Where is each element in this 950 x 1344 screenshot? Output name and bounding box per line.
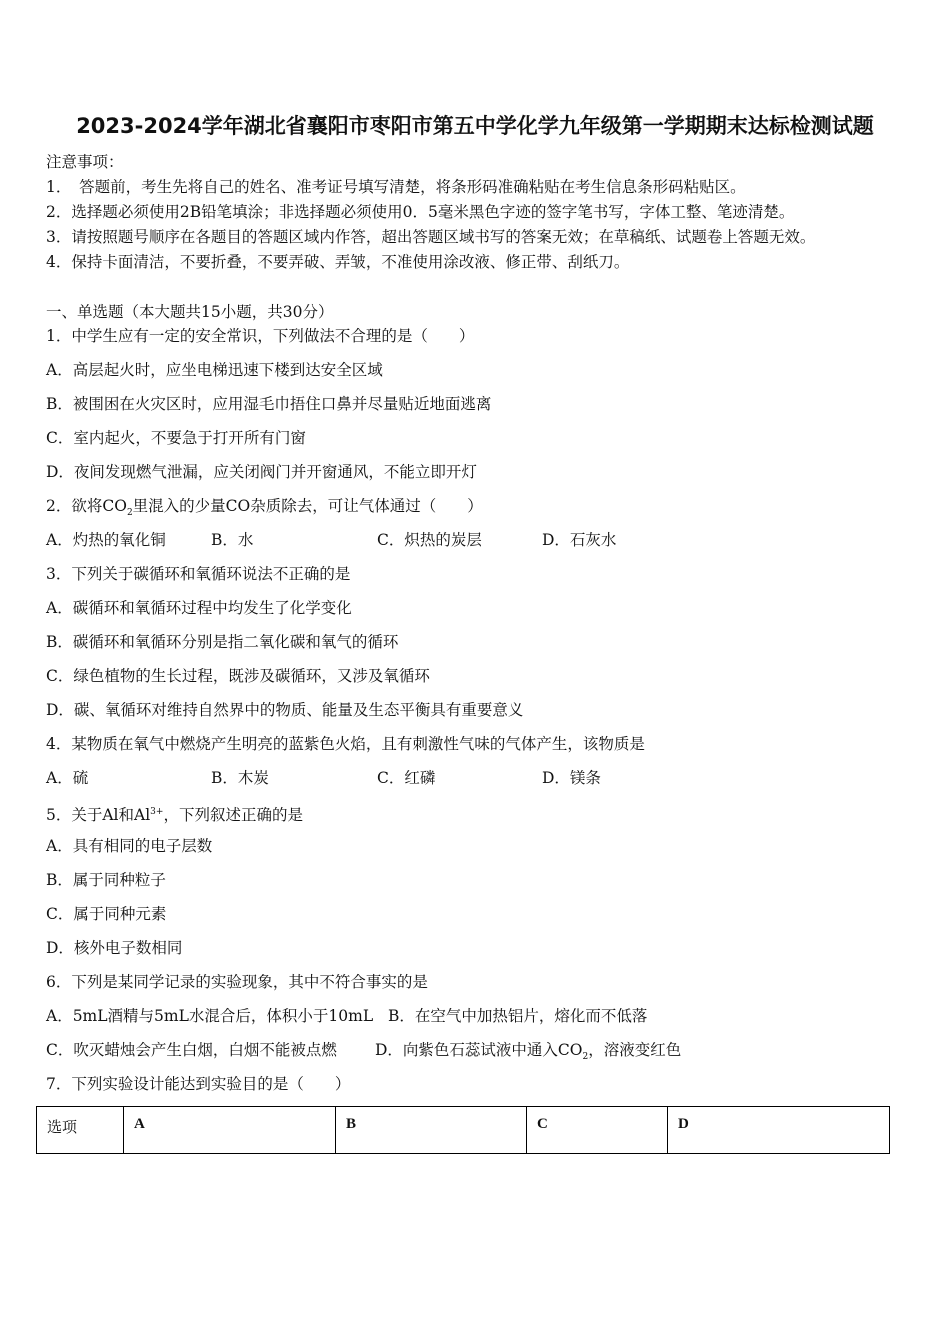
table-header-a: A	[124, 1107, 336, 1154]
question-3-option-d: D．碳、氧循环对维持自然界中的物质、能量及生态平衡具有重要意义	[46, 701, 524, 719]
question-6-option-c: C．吹灭蜡烛会产生白烟，白烟不能被点燃	[46, 1041, 337, 1059]
question-6-option-d: D．向紫色石蕊试液中通入$CO_2$，溶液变红色	[375, 1041, 682, 1063]
question-5-option-d: D．核外电子数相同	[46, 939, 183, 957]
table-header-b: B	[336, 1107, 527, 1154]
question-6-stem: 6．下列是某同学记录的实验现象，其中不符合事实的是	[46, 973, 428, 991]
notice-item-3: 3．请按照题号顺序在各题目的答题区域内作答，超出答题区域书写的答案无效；在草稿纸、试题卷上答题无效。	[46, 228, 816, 246]
notice-heading: 注意事项：	[46, 153, 124, 171]
question-2-stem: 2．欲将$CO_2$里混入的少量CO杂质除去，可让气体通过（ ）	[46, 497, 483, 519]
question-5-option-a: A．具有相同的电子层数	[46, 837, 213, 855]
table-header-d: D	[668, 1107, 890, 1154]
question-4-stem: 4．某物质在氧气中燃烧产生明亮的蓝紫色火焰，且有刺激性气味的气体产生，该物质是	[46, 735, 645, 753]
question-4-option-c: C．红磷	[377, 769, 436, 787]
table-header-c: C	[527, 1107, 668, 1154]
notice-item-1: 1． 答题前，考生先将自己的姓名、准考证号填写清楚，将条形码准确粘贴在考生信息条形码粘贴区。	[46, 178, 746, 196]
table-header-option: 选项	[37, 1107, 124, 1154]
question-3-option-a: A．碳循环和氧循环过程中均发生了化学变化	[46, 599, 352, 617]
question-2-option-c: C．炽热的炭层	[377, 531, 482, 549]
question-1-option-a: A．高层起火时，应坐电梯迅速下楼到达安全区域	[46, 361, 383, 379]
question-4-option-a: A．硫	[46, 769, 89, 787]
question-5-option-c: C．属于同种元素	[46, 905, 167, 923]
question-5-option-b: B．属于同种粒子	[46, 871, 166, 889]
table-row	[37, 1107, 890, 1154]
question-3-stem: 3．下列关于碳循环和氧循环说法不正确的是	[46, 565, 351, 583]
question-1-option-d: D．夜间发现燃气泄漏，应关闭阀门并开窗通风，不能立即开灯	[46, 463, 477, 481]
question-2-option-a: A．灼热的氧化铜	[46, 531, 166, 549]
question-1-stem: 1．中学生应有一定的安全常识，下列做法不合理的是（ ）	[46, 327, 475, 345]
page-title: 2023-2024学年湖北省襄阳市枣阳市第五中学化学九年级第一学期期末达标检测试题	[76, 114, 874, 138]
question-7-stem: 7．下列实验设计能达到实验目的是（ ）	[46, 1075, 351, 1093]
notice-item-2: 2．选择题必须使用2B铅笔填涂；非选择题必须使用0．5毫米黑色字迹的签字笔书写，字体工整、笔迹清楚。	[46, 203, 795, 221]
question-6-option-a: A．5mL酒精与5mL水混合后，体积小于10mL	[46, 1007, 374, 1025]
question-2-option-d: D．石灰水	[542, 531, 617, 549]
question-2-option-b: B．水	[211, 531, 254, 549]
question-1-option-c: C．室内起火，不要急于打开所有门窗	[46, 429, 306, 447]
question-5-stem: 5．关于Al和$Al^{3+}$，下列叙述正确的是	[46, 806, 303, 825]
question-6-option-b: B．在空气中加热铝片，熔化而不低落	[388, 1007, 648, 1025]
notice-item-4: 4．保持卡面清洁，不要折叠，不要弄破、弄皱，不准使用涂改液、修正带、刮纸刀。	[46, 253, 630, 271]
question-3-option-c: C．绿色植物的生长过程，既涉及碳循环，又涉及氧循环	[46, 667, 430, 685]
question-4-option-d: D．镁条	[542, 769, 601, 787]
question-4-option-b: B．木炭	[211, 769, 269, 787]
question-3-option-b: B．碳循环和氧循环分别是指二氧化碳和氧气的循环	[46, 633, 399, 651]
question-7-table	[36, 1106, 890, 1154]
section-heading: 一、单选题（本大题共15小题，共30分）	[46, 303, 334, 321]
question-1-option-b: B．被围困在火灾区时，应用湿毛巾捂住口鼻并尽量贴近地面逃离	[46, 395, 492, 413]
